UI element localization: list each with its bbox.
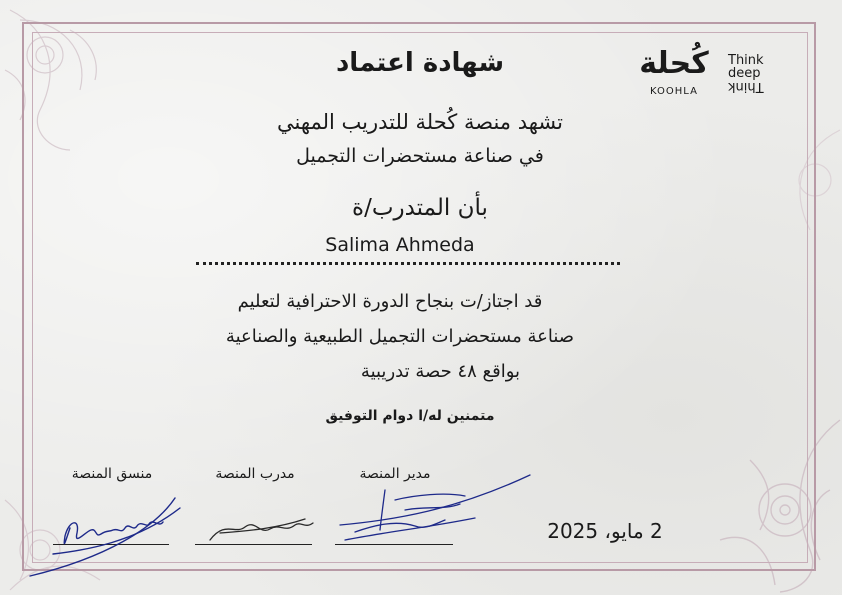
coordinator-signature-icon [25,488,190,583]
body-line-3: بواقع ٤٨ حصة تدريبية [360,361,520,382]
name-dotted-line [196,262,620,265]
wish-line: متمنين له/ا دوام التوفيق [325,408,495,424]
field-line: في صناعة مستحضرات التجميل [296,145,544,167]
body-line-1: قد اجتاز/ت بنجاح الدورة الاحترافية لتعليم [237,291,543,312]
certificate-date: 2 مايو، 2025 [547,519,663,543]
trainer-role: مدرب المنصة [215,466,295,482]
body-line-2: صناعة مستحضرات التجميل الطبيعية والصناعية [225,326,575,347]
logo-latin: KOOHLA [650,86,698,97]
logo-deep-text: deep [728,66,761,81]
director-role: مدير المنصة [359,466,431,482]
certificate-title: شهادة اعتماد [335,48,505,78]
director-signature-icon [335,470,535,550]
coordinator-role: منسق المنصة [71,466,153,482]
trainee-line: بأن المتدرب/ة [352,195,488,221]
issuer-line: تشهد منصة كُحلة للتدريب المهني [276,110,563,134]
logo-think-flipped-text: Think [728,79,764,94]
logo-arabic: كُحلة [639,46,709,81]
logo-think-text: Think [728,53,764,68]
logo-think-deep [728,54,788,93]
trainee-name: Salima Ahmeda [325,234,475,256]
trainer-signature-icon [205,505,325,550]
